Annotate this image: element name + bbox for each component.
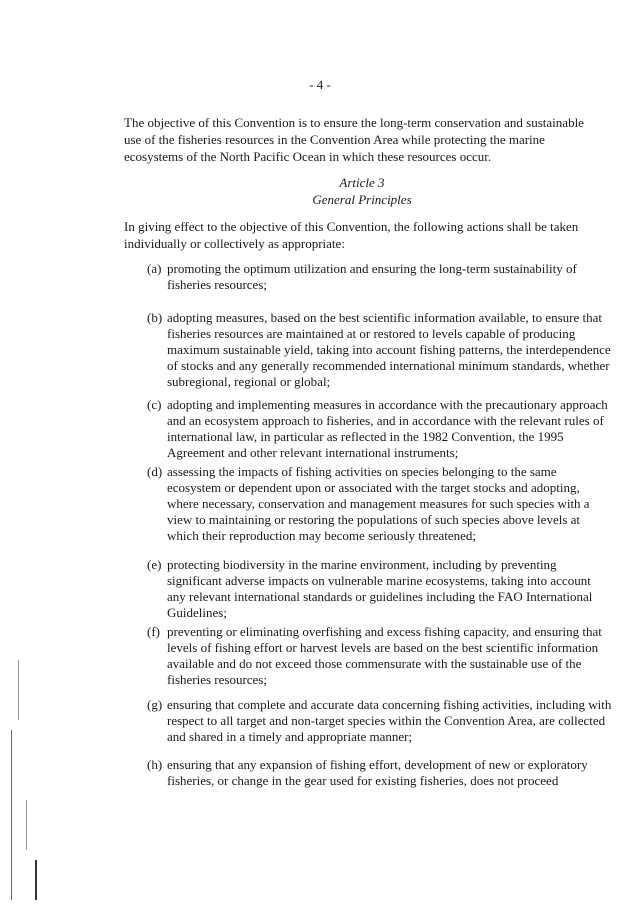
list-item-label: (e) [147, 557, 162, 572]
list-item-text: assessing the impacts of fishing activities on species belonging to the same ecosystem or dependent upon or associated with the target stocks and adopting, where necessary, conservation and management measures for such species with a view to maintaining or restoring the populations of such species above levels at which their reproduction may become seriously threatened; [167, 464, 590, 543]
list-item-d [147, 464, 612, 544]
list-item-label: (b) [147, 310, 163, 325]
article-title: General Principles [312, 192, 412, 207]
article-heading [124, 174, 600, 208]
list-item-text: preventing or eliminating overfishing and excess fishing capacity, and ensuring that levels of fishing effort or harvest levels are based on the best scientific information available and do not exceed those commensurate with the sustainable use of the fisheries resources; [167, 624, 602, 687]
list-item-e [147, 557, 612, 621]
list-item-label: (a) [147, 261, 162, 276]
list-item-text: ensuring that complete and accurate data concerning fishing activities, including with respect to all target and non-target species within the Convention Area, are collected and shared in a timely and appropriate manner; [167, 697, 612, 744]
list-item-text: adopting measures, based on the best scientific information available, to ensure that fisheries resources are maintained at or restored to levels capable of producing maximum sustainable yield, taking into account fishing patterns, the interdependence of stocks and any generally recommended international minimum standards, whether subregional, regional or global; [167, 310, 611, 389]
list-item-label: (h) [147, 757, 163, 772]
scan-speck [26, 800, 27, 850]
list-item-text: ensuring that any expansion of fishing effort, development of new or exploratory fisheries, or change in the gear used for existing fisheries, does not proceed [167, 757, 588, 788]
list-item-text: promoting the optimum utilization and ensuring the long-term sustainability of fisheries resources; [167, 261, 577, 292]
list-item-text: adopting and implementing measures in accordance with the precautionary approach and an ecosystem approach to fisheries, and in accordance with the relevant rules of international law, in particular as reflected in the 1982 Convention, the 1995 Agreement and other relevant international instruments; [167, 397, 608, 460]
list-item-label: (d) [147, 464, 163, 479]
intro-paragraph: In giving effect to the objective of this Convention, the following actions shall be taken individually or collectively as appropriate: [124, 219, 579, 251]
list-item-label: (g) [147, 697, 163, 712]
scan-speck [18, 660, 19, 720]
scan-binding-mark [35, 860, 37, 900]
list-item-c [147, 397, 612, 461]
list-item-label: (c) [147, 397, 162, 412]
page-number: - 4 - [309, 77, 331, 92]
objective-paragraph: The objective of this Convention is to ensure the long-term conservation and sustainable use of the fisheries resources in the Convention Area while protecting the marine ecosystems of the North Pacific Ocean in which these resources occur. [124, 115, 584, 164]
list-item-b [147, 310, 612, 390]
list-item-f [147, 624, 612, 688]
list-item-h [147, 757, 612, 789]
list-item-text: protecting biodiversity in the marine environment, including by preventing significant adverse impacts on vulnerable marine ecosystems, taking into account any relevant international standards or guidelines including the FAO International Guidelines; [167, 557, 593, 620]
list-item-a [147, 261, 612, 293]
article-number: Article 3 [339, 175, 385, 190]
scan-binding-line [11, 730, 12, 900]
list-item-label: (f) [147, 624, 160, 639]
list-item-g [147, 697, 612, 745]
